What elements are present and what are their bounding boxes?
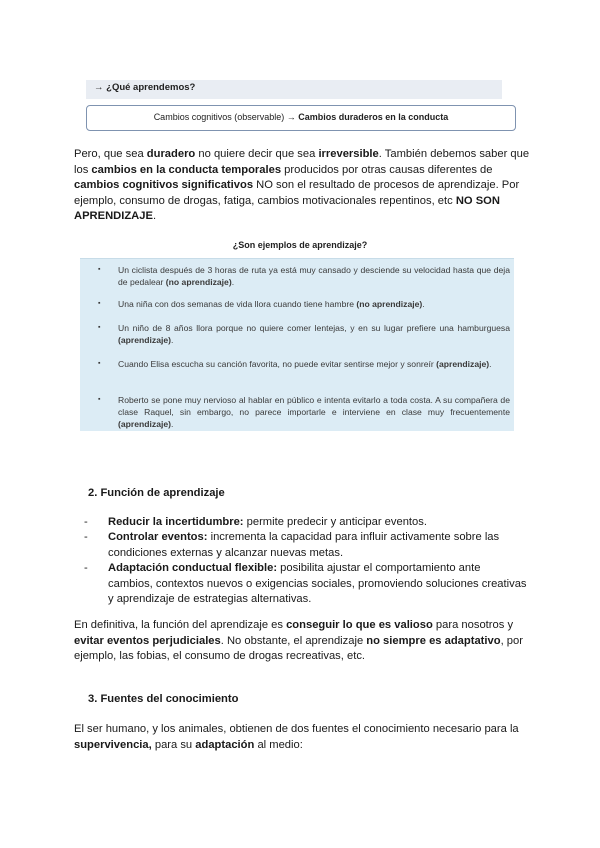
list-item bbox=[84, 561, 528, 608]
example-text: Cuando Elisa escucha su canción favorita, no puede evitar sentirse mejor y sonreír bbox=[118, 359, 437, 369]
diagram-header bbox=[86, 80, 502, 99]
list-item bbox=[98, 394, 510, 430]
para1-b2: irreversible bbox=[318, 148, 379, 160]
list-item bbox=[98, 322, 510, 346]
para1-b1: duradero bbox=[146, 148, 196, 160]
para1-t6: . bbox=[152, 210, 157, 222]
para2-t1: En definitiva, la función del aprendizaje es bbox=[74, 619, 287, 631]
item-term: Adaptación conductual flexible: bbox=[108, 562, 278, 574]
learning-diagram bbox=[86, 74, 516, 138]
bullet-icon: ▪ bbox=[98, 360, 101, 367]
example-verdict: (aprendizaje) bbox=[118, 335, 172, 345]
diagram-header-text: → ¿Qué aprendemos? bbox=[94, 82, 196, 93]
paragraph-durable-change bbox=[74, 147, 534, 225]
examples-title: ¿Son ejemplos de aprendizaje? bbox=[232, 240, 368, 250]
list-item bbox=[98, 264, 510, 288]
example-end: . bbox=[489, 359, 492, 369]
diagram-box bbox=[86, 105, 516, 131]
section-3-heading: 3. Fuentes del conocimiento bbox=[88, 693, 239, 705]
item-text: posibilita ajustar el comportamiento ante cambios, contextos nuevos o exigencias sociales, promoviendo soluciones creativas y aprendizaje de estrategias alternativas. bbox=[108, 562, 527, 605]
example-verdict: (aprendizaje) bbox=[436, 359, 490, 369]
example-end: . bbox=[231, 277, 235, 287]
example-verdict: (aprendizaje) bbox=[118, 419, 172, 429]
bullet-icon: ▪ bbox=[98, 396, 101, 403]
para1-t1: Pero, que sea bbox=[74, 148, 147, 160]
example-text: Una niña con dos semanas de vida llora cuando tiene hambre bbox=[118, 299, 357, 309]
example-text: Un ciclista después de 3 horas de ruta ya está muy cansado y desciende su velocidad hasta que deja de pedalear bbox=[118, 265, 510, 287]
examples-box bbox=[80, 258, 514, 431]
para2-t4: , por ejemplo, las fobias, el consumo de drogas recreativas, etc. bbox=[74, 634, 523, 662]
para3-t3: al medio: bbox=[254, 738, 303, 751]
bullet-icon: ▪ bbox=[98, 266, 101, 273]
example-text: Un niño de 8 años llora porque no quiere comer lentejas, y en su lugar prefiere una hamburguesa bbox=[118, 323, 510, 333]
para1-t5: NO son el resultado de procesos de aprendizaje. Por ejemplo, consumo de drogas, fatiga, cambios motivacionales repentinos, etc bbox=[74, 179, 520, 207]
diagram-box-text-b: (observable) → bbox=[231, 112, 299, 122]
paragraph-function-summary bbox=[74, 618, 534, 665]
para1-t2: no quiere decir que sea bbox=[195, 148, 319, 160]
para1-t4: producidos por otras causas diferentes de bbox=[281, 163, 493, 176]
example-end: . bbox=[422, 299, 425, 309]
para1-t3: . También debemos saber que los bbox=[74, 148, 530, 176]
para2-b3: no siempre es adaptativo bbox=[366, 634, 501, 647]
item-term: Reducir la incertidumbre: bbox=[108, 516, 244, 528]
example-end: . bbox=[171, 419, 174, 429]
item-term: Controlar eventos: bbox=[108, 531, 208, 543]
list-item bbox=[84, 515, 528, 531]
para2-t2: para nosotros y bbox=[432, 619, 514, 631]
diagram-box-text-a: Cambios cognitivos bbox=[153, 112, 232, 122]
example-end: . bbox=[171, 335, 174, 345]
example-verdict: (no aprendizaje) bbox=[165, 277, 232, 287]
para1-b3: cambios en la conducta temporales bbox=[91, 163, 282, 176]
diagram-box-text bbox=[87, 112, 515, 122]
bullet-icon: ▪ bbox=[98, 324, 101, 331]
dash-bullet: - bbox=[84, 531, 88, 543]
para3-b1: supervivencia, bbox=[74, 738, 152, 751]
para1-b4: cambios cognitivos significativos bbox=[74, 179, 254, 191]
example-verdict: (no aprendizaje) bbox=[356, 299, 423, 309]
para1-b5: NO SON APRENDIZAJE bbox=[74, 194, 500, 222]
paragraph-knowledge-sources bbox=[74, 722, 534, 753]
para3-t1: El ser humano, y los animales, obtienen de dos fuentes el conocimiento necesario para la bbox=[74, 723, 519, 735]
dash-bullet: - bbox=[84, 562, 88, 574]
para3-b2: adaptación bbox=[195, 738, 255, 751]
para2-b2: evitar eventos perjudiciales bbox=[74, 634, 221, 647]
diagram-box-text-c: Cambios duraderos en la conducta bbox=[298, 112, 449, 122]
para3-t2: para su bbox=[151, 738, 196, 751]
item-text: permite predecir y anticipar eventos. bbox=[243, 516, 427, 528]
section-2-heading: 2. Función de aprendizaje bbox=[88, 487, 225, 499]
para2-t3: . No obstante, el aprendizaje bbox=[220, 634, 367, 647]
item-text: incrementa la capacidad para influir activamente sobre las condiciones externas y alcanzar nuevas metas. bbox=[108, 531, 500, 559]
list-item bbox=[98, 298, 510, 310]
list-item bbox=[84, 530, 528, 561]
para2-b1: conseguir lo que es valioso bbox=[286, 619, 433, 631]
list-item bbox=[98, 358, 510, 370]
bullet-icon: ▪ bbox=[98, 300, 101, 307]
dash-bullet: - bbox=[84, 516, 88, 528]
example-text: Roberto se pone muy nervioso al hablar en público e intenta evitarlo a toda costa. A su compañera de clase Raquel, sin embargo, no parece importarle e interviene en clase muy frecuentemente bbox=[118, 395, 510, 417]
